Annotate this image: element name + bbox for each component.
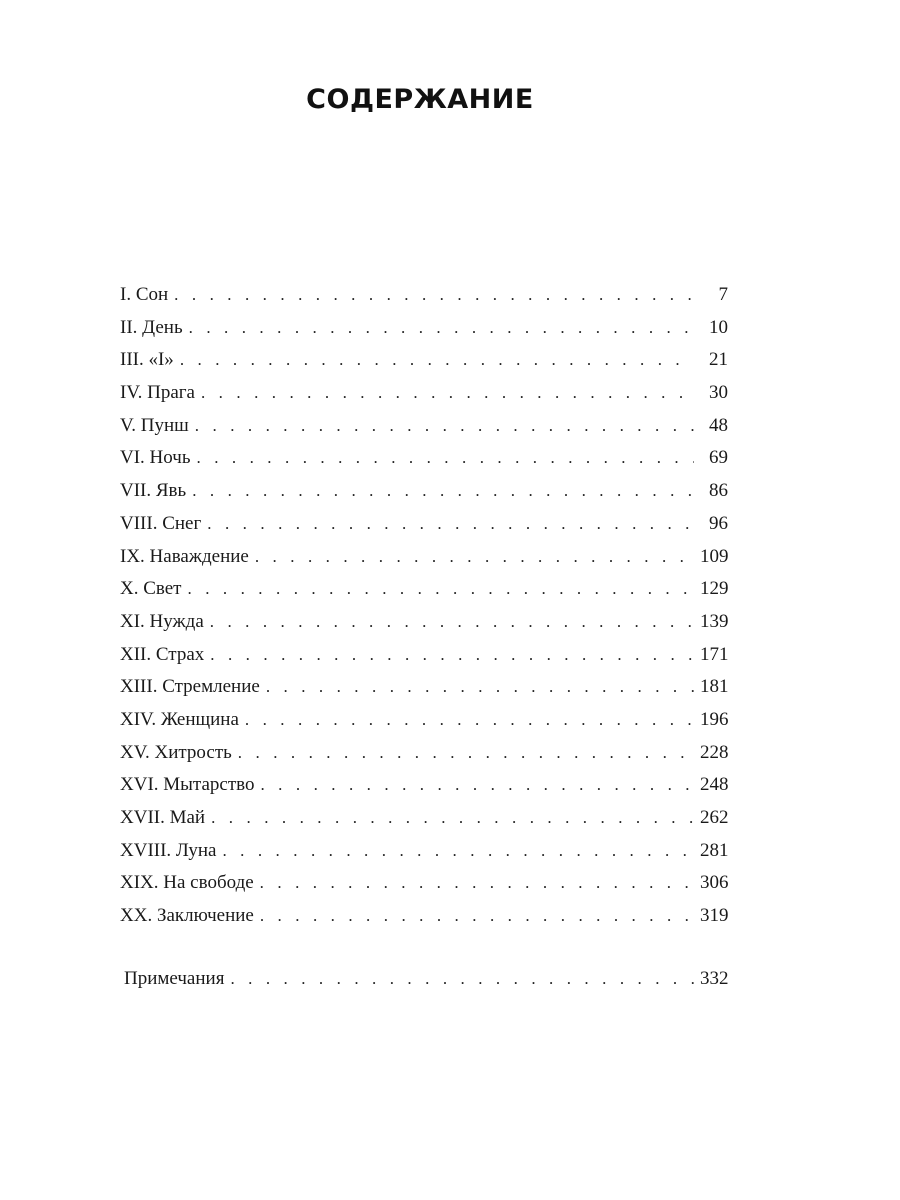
toc-entry-page: 248 (700, 774, 729, 796)
toc-entry-page: 48 (709, 414, 728, 436)
toc-entry (120, 546, 728, 579)
toc-entry-page: 228 (700, 741, 729, 763)
page-title: СОДЕРЖАНИЕ (306, 84, 534, 115)
toc-entry (120, 415, 728, 448)
toc-entry (120, 742, 728, 775)
toc-entry-title: XIV. Женщина (120, 708, 239, 730)
toc-entry-title: VIII. Снег (120, 512, 202, 534)
dot-leader (210, 612, 694, 632)
dot-leader (195, 416, 694, 436)
toc-entry-title: XIX. На свободе (120, 872, 254, 894)
toc-entry (120, 480, 728, 513)
toc-entry-title: I. Сон (120, 284, 169, 305)
toc-entry-page: 21 (709, 349, 728, 371)
toc-entry (120, 872, 728, 905)
toc-entry-title: XII. Страх (120, 643, 205, 665)
toc-entry-notes (124, 968, 728, 1001)
toc-entry-page: 7 (718, 284, 728, 305)
toc-entry-title: XI. Нужда (120, 610, 204, 632)
toc-entry (120, 513, 728, 546)
toc-entry-page: 281 (700, 839, 729, 861)
toc-entry-title: XVII. Май (120, 807, 206, 828)
dot-leader (201, 383, 694, 403)
toc-entry (120, 774, 728, 807)
dot-leader (210, 645, 694, 665)
toc-entry-page: 30 (709, 382, 728, 404)
toc-entry (120, 611, 728, 644)
dot-leader (211, 808, 694, 828)
toc-entry (120, 578, 728, 611)
toc-entry-page: 96 (709, 512, 728, 534)
dot-leader (207, 514, 694, 534)
toc-entry-title: III. «I» (120, 349, 174, 371)
toc-entry (120, 676, 728, 709)
toc-entry-page: 171 (700, 643, 729, 665)
dot-leader (245, 710, 694, 730)
toc-entry-title: VI. Ночь (120, 447, 191, 469)
toc-entry-page: 262 (700, 807, 729, 828)
toc-entry-page: 10 (709, 316, 728, 338)
toc-entry-title: XV. Хитрость (120, 741, 232, 763)
toc-entry-title: II. День (120, 316, 183, 338)
toc-entry-title: X. Свет (120, 578, 182, 600)
toc-entry-page: 319 (700, 905, 729, 927)
toc-entry-title: IX. Наваждение (120, 545, 249, 567)
toc-entry (120, 447, 728, 480)
toc-entry-title: XX. Заключение (120, 905, 254, 927)
toc-entry-page: 196 (700, 708, 729, 730)
toc-entry-title: IV. Прага (120, 382, 195, 404)
dot-leader (180, 350, 694, 370)
dot-leader (260, 873, 694, 893)
dot-leader (222, 841, 694, 861)
toc-entry-page: 306 (700, 872, 729, 894)
toc-entry-page: 69 (709, 447, 728, 469)
toc-entry (120, 644, 728, 677)
toc-entry (120, 807, 728, 840)
dot-leader (260, 906, 694, 926)
toc-entry-page: 139 (700, 610, 729, 632)
dot-leader (238, 743, 694, 763)
toc-entry-page: 86 (709, 480, 728, 502)
toc-entry-title: V. Пунш (120, 414, 189, 436)
dot-leader (255, 547, 694, 567)
dot-leader (174, 285, 694, 305)
toc-entry-title: XVI. Мытарство (120, 774, 255, 796)
toc-entry-title: XIII. Стремление (120, 676, 260, 698)
dot-leader (192, 481, 694, 501)
toc-entry (120, 382, 728, 415)
toc-entry-title: Примечания (124, 968, 225, 989)
toc-entry (120, 284, 728, 317)
table-of-contents (120, 284, 728, 938)
dot-leader (266, 677, 694, 697)
toc-entry-page: 332 (700, 968, 729, 989)
dot-leader (189, 318, 694, 338)
dot-leader (188, 579, 695, 599)
toc-entry-title: VII. Явь (120, 480, 187, 502)
toc-entry-page: 109 (700, 545, 729, 567)
toc-entry (120, 709, 728, 742)
toc-entry-title: XVIII. Луна (120, 839, 217, 861)
dot-leader (230, 969, 694, 989)
toc-entry (120, 905, 728, 938)
dot-leader (197, 448, 695, 468)
dot-leader (260, 775, 694, 795)
toc-entry (120, 349, 728, 382)
toc-entry (120, 840, 728, 873)
toc-entry-page: 129 (700, 578, 729, 600)
toc-entry-page: 181 (700, 676, 729, 698)
toc-entry (120, 317, 728, 350)
